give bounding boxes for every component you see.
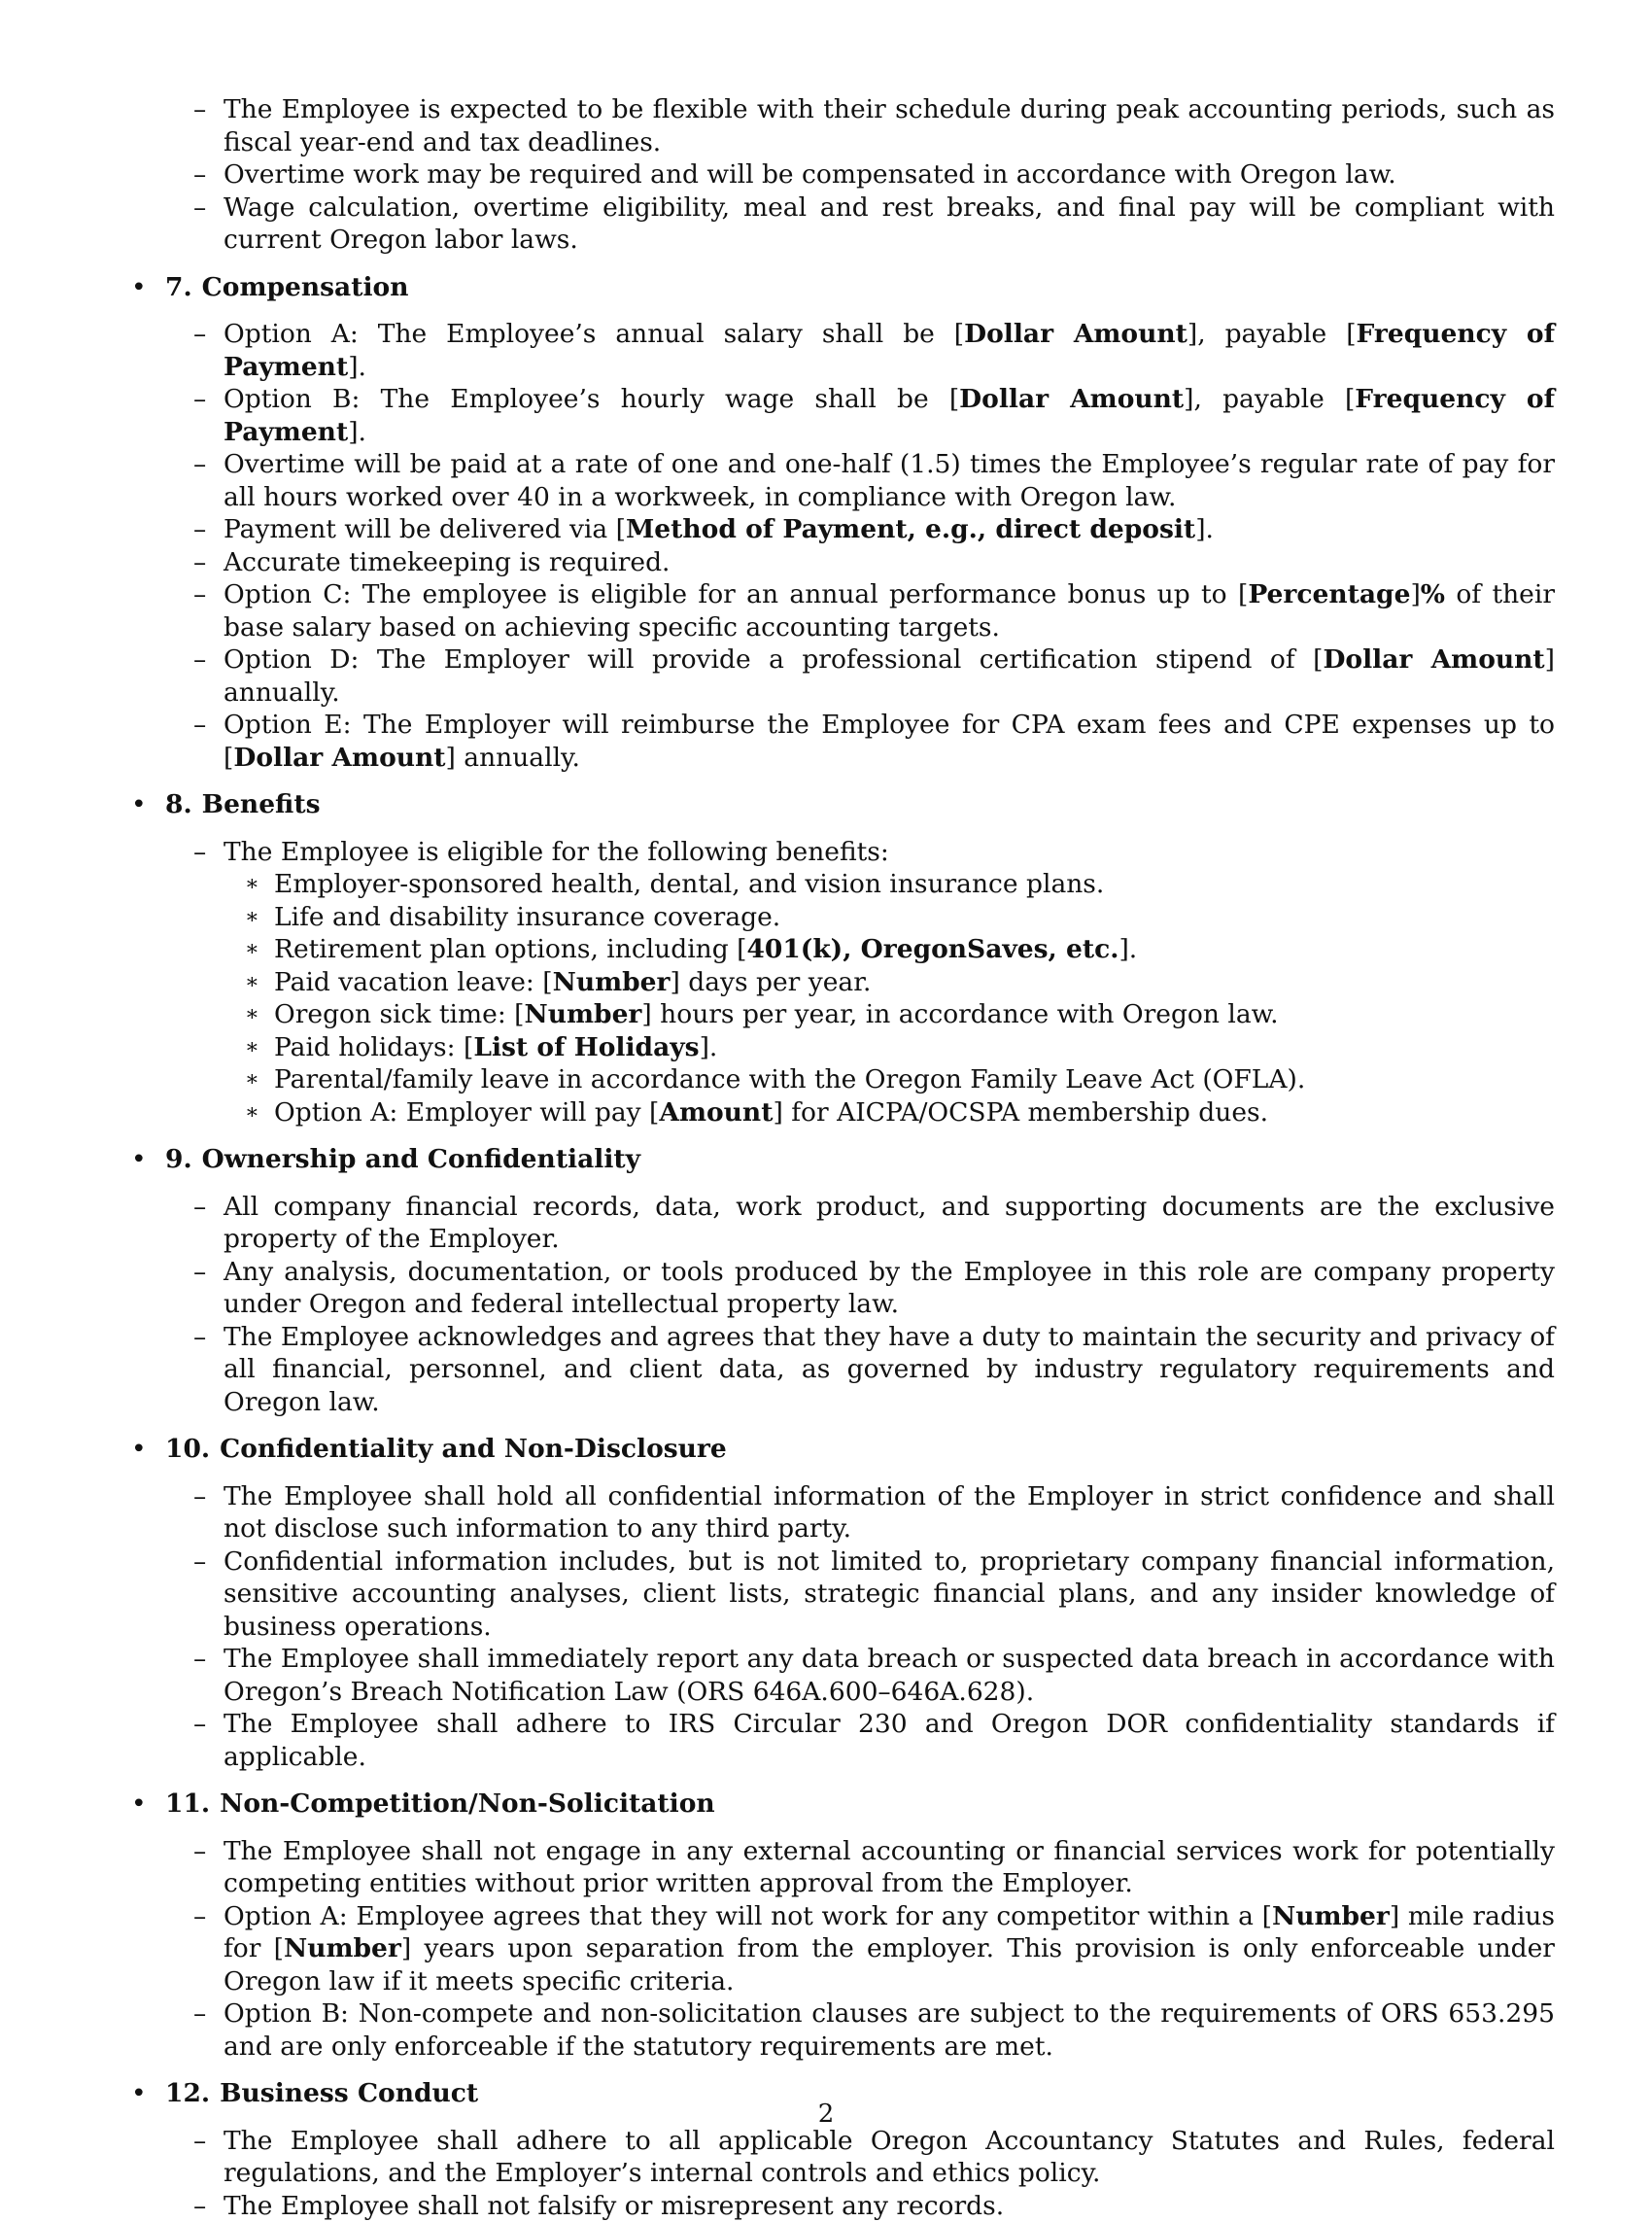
section-heading-ownership: [126, 1143, 1555, 1176]
section-number: 9.: [165, 1144, 192, 1174]
list-item: – Option B: Non-compete and non-solicitation clauses are subject to the requirements of ORS 653.295 and are only enforceable if the statutory requirements are met.: [224, 1997, 1555, 2063]
section-title: Confidentiality and Non-Disclosure: [220, 1434, 727, 1464]
list-item: ∗ Oregon sick time: [Number] hours per year, in accordance with Oregon law.: [274, 998, 1555, 1031]
section-title: Non-Competition/Non-Solicitation: [220, 1788, 715, 1819]
section-title: Business Conduct: [220, 2078, 478, 2108]
list-item: – Accurate timekeeping is required.: [224, 546, 1555, 579]
compensation-list: [224, 318, 1555, 774]
list-item: – The Employee acknowledges and agrees that they have a duty to maintain the security and privacy of all financial, personnel, and client data, as governed by industry regulatory requirements and Oregon law.: [224, 1321, 1555, 1419]
list-item: ∗ Paid holidays: [List of Holidays].: [274, 1031, 1555, 1064]
list-item: – The Employee shall not engage in any external accounting or financial services work for potentially competing entities without prior written approval from the Employer.: [224, 1835, 1555, 1900]
section-title: Compensation: [202, 272, 409, 302]
list-item: – Wage calculation, overtime eligibility, meal and rest breaks, and final pay will be compliant with current Oregon labor laws.: [224, 191, 1555, 257]
section-number: 8.: [165, 789, 192, 819]
list-item: – Any analysis, documentation, or tools produced by the Employee in this role are company property under Oregon and federal intellectual property law.: [224, 1256, 1555, 1321]
section-number: 11.: [165, 1788, 210, 1819]
list-item: – Option C: The employee is eligible for an annual performance bonus up to [Percentage]% of their base salary based on achieving specific accounting targets.: [224, 578, 1555, 643]
business-conduct-list: [224, 2125, 1555, 2222]
list-item: – The Employee shall adhere to IRS Circular 230 and Oregon DOR confidentiality standards if applicable.: [224, 1708, 1555, 1773]
section-heading-confidentiality: [126, 1433, 1555, 1466]
section-heading-non-competition: [126, 1788, 1555, 1821]
list-item: ∗ Retirement plan options, including [401(k), OregonSaves, etc.].: [274, 933, 1555, 966]
page-number: 2: [0, 2100, 1652, 2129]
section-number: 10.: [165, 1434, 210, 1464]
intro-list: [224, 93, 1555, 257]
list-item: – Option A: Employee agrees that they will not work for any competitor within a [Number] mile radius for [Number] years upon separation from the employer. This provision is only enforceable under Oregon law if it meets specific criteria.: [224, 1900, 1555, 1998]
list-item: ∗ Life and disability insurance coverage.: [274, 901, 1555, 934]
list-item: – Payment will be delivered via [Method of Payment, e.g., direct deposit].: [224, 513, 1555, 546]
section-heading-benefits: [126, 788, 1555, 821]
list-item: – The Employee is eligible for the following benefits: ∗ Employer-sponsored health, dental, and vision insurance plans. ∗ Life and disability insurance coverage. ∗ Retirement plan options, including [401(k), OregonSaves, etc.]. ∗ Paid vacation leave: [Number] days per year. ∗ Oregon sick time: [Number] hours per year, in accordance with Oregon law. ∗ Paid holidays: [List of Holidays]. ∗ Parental/family leave in accordance with the Oregon Family Leave Act (OFLA). ∗ Option A: Employer will pay [Amount] for AICPA/OCSPA membership dues.: [224, 836, 1555, 1129]
non-competition-list: [224, 1835, 1555, 2064]
list-item: ∗ Option A: Employer will pay [Amount] for AICPA/OCSPA membership dues.: [274, 1096, 1555, 1129]
list-item: – Overtime will be paid at a rate of one and one-half (1.5) times the Employee’s regular rate of pay for all hours worked over 40 in a workweek, in compliance with Oregon law.: [224, 448, 1555, 513]
list-item: – Option E: The Employer will reimburse the Employee for CPA exam fees and CPE expenses up to [Dollar Amount] annually.: [224, 709, 1555, 774]
section-title: Benefits: [202, 789, 321, 819]
list-item: – Overtime work may be required and will be compensated in accordance with Oregon law.: [224, 158, 1555, 191]
list-item: – The Employee shall hold all confidential information of the Employer in strict confidence and shall not disclose such information to any third party.: [224, 1480, 1555, 1545]
list-item: ∗ Paid vacation leave: [Number] days per year.: [274, 966, 1555, 999]
benefits-list: [224, 836, 1555, 1129]
list-item: ∗ Parental/family leave in accordance with the Oregon Family Leave Act (OFLA).: [274, 1063, 1555, 1096]
list-item: – Confidential information includes, but is not limited to, proprietary company financial information, sensitive accounting analyses, client lists, strategic financial plans, and any insider knowledge of business operations.: [224, 1545, 1555, 1644]
list-item: – Option D: The Employer will provide a professional certification stipend of [Dollar Amount] annually.: [224, 643, 1555, 709]
section-title: Ownership and Confidentiality: [202, 1144, 640, 1174]
section-number: 12.: [165, 2078, 210, 2108]
confidentiality-list: [224, 1480, 1555, 1774]
ownership-list: [224, 1191, 1555, 1419]
benefits-sublist: [274, 868, 1555, 1128]
list-item: – The Employee is expected to be flexible with their schedule during peak accounting periods, such as fiscal year-end and tax deadlines.: [224, 93, 1555, 158]
list-item: – The Employee shall not falsify or misrepresent any records.: [224, 2190, 1555, 2222]
document-body: [126, 93, 1555, 2222]
section-heading-compensation: [126, 271, 1555, 304]
list-item: – Option A: The Employee’s annual salary shall be [Dollar Amount], payable [Frequency of Payment].: [224, 318, 1555, 383]
list-item: – The Employee shall adhere to all applicable Oregon Accountancy Statutes and Rules, federal regulations, and the Employer’s internal controls and ethics policy.: [224, 2125, 1555, 2190]
section-number: 7.: [165, 272, 192, 302]
list-item: – All company financial records, data, work product, and supporting documents are the exclusive property of the Employer.: [224, 1191, 1555, 1256]
list-item: – Option B: The Employee’s hourly wage shall be [Dollar Amount], payable [Frequency of Payment].: [224, 383, 1555, 448]
list-item: – The Employee shall immediately report any data breach or suspected data breach in accordance with Oregon’s Breach Notification Law (ORS 646A.600–646A.628).: [224, 1643, 1555, 1708]
list-item: ∗ Employer-sponsored health, dental, and vision insurance plans.: [274, 868, 1555, 901]
